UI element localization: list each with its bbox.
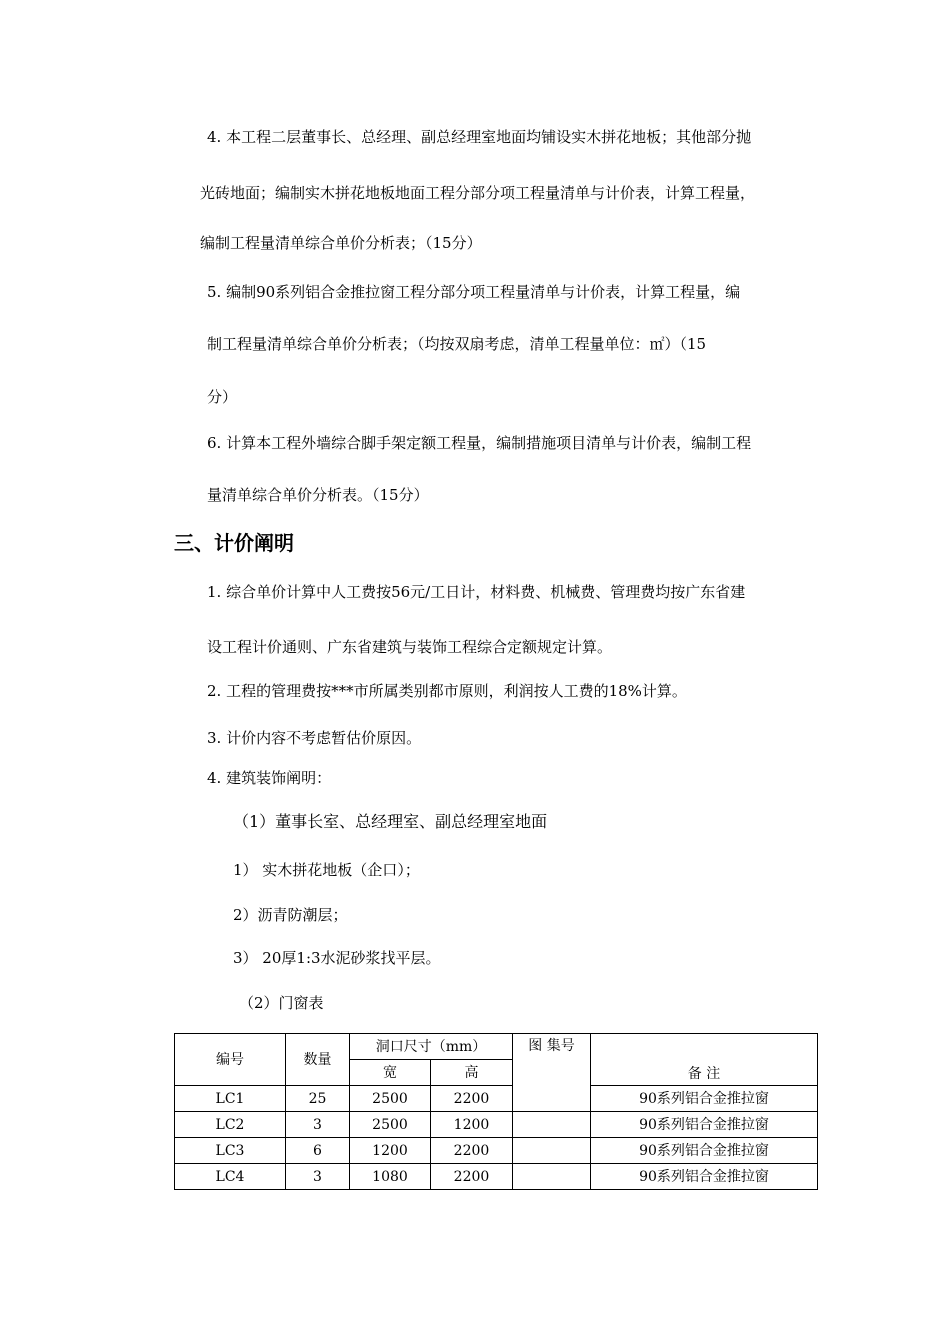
cell-width: 1080 — [350, 1164, 431, 1190]
floor-layer-2: 2）沥青防潮层； — [233, 906, 348, 924]
cell-atlas — [513, 1164, 591, 1190]
item4-line2: 光砖地面；编制实木拼花地板地面工程分部分项工程量清单与计价表，计算工程量， — [200, 184, 756, 202]
cell-code: LC1 — [175, 1086, 286, 1112]
subsection-floor: （1）董事长室、总经理室、副总经理室地面 — [233, 812, 548, 831]
cell-height: 2200 — [431, 1164, 513, 1190]
header-opening-size: 洞口尺寸（mm） — [350, 1034, 513, 1060]
item5-line2: 制工程量清单综合单价分析表；（均按双扇考虑，清单工程量单位：㎡）（15 — [207, 335, 707, 353]
cell-qty: 25 — [286, 1086, 350, 1112]
table-header-row — [175, 1034, 818, 1060]
header-width: 宽 — [350, 1060, 431, 1086]
header-height: 高 — [431, 1060, 513, 1086]
header-code: 编号 — [175, 1034, 286, 1086]
table-row — [175, 1138, 818, 1164]
item6-line1: 6. 计算本工程外墙综合脚手架定额工程量，编制措施项目清单与计价表，编制工程 — [207, 434, 752, 452]
cell-height: 2200 — [431, 1138, 513, 1164]
item6-line2: 量清单综合单价分析表。（15分） — [207, 486, 429, 504]
pricing-line-5: 4. 建筑装饰阐明： — [207, 769, 332, 787]
table-row — [175, 1164, 818, 1190]
table-row — [175, 1112, 818, 1138]
item5-line1: 5. 编制90系列铝合金推拉窗工程分部分项工程量清单与计价表，计算工程量，编 — [207, 283, 741, 301]
cell-remark: 90系列铝合金推拉窗 — [591, 1086, 818, 1112]
item4-line3: 编制工程量清单综合单价分析表；（15分） — [200, 234, 482, 252]
cell-height: 1200 — [431, 1112, 513, 1138]
floor-layer-3: 3） 20厚1:3水泥砂浆找平层。 — [233, 949, 441, 967]
cell-atlas — [513, 1112, 591, 1138]
pricing-line-1: 1. 综合单价计算中人工费按56元/工日计，材料费、机械费、管理费均按广东省建 — [207, 583, 746, 601]
pricing-line-3: 2. 工程的管理费按***市所属类别都市原则，利润按人工费的18%计算。 — [207, 682, 687, 700]
table-row — [175, 1086, 818, 1112]
header-atlas: 图 集号 — [513, 1034, 591, 1112]
cell-remark: 90系列铝合金推拉窗 — [591, 1112, 818, 1138]
cell-width: 2500 — [350, 1086, 431, 1112]
cell-remark: 90系列铝合金推拉窗 — [591, 1138, 818, 1164]
window-schedule-table — [174, 1033, 818, 1190]
cell-qty: 6 — [286, 1138, 350, 1164]
subsection-window-table: （2）门窗表 — [239, 994, 324, 1012]
header-remark: 备 注 — [591, 1034, 818, 1086]
pricing-line-2: 设工程计价通则、广东省建筑与装饰工程综合定额规定计算。 — [207, 638, 613, 656]
pricing-line-4: 3. 计价内容不考虑暂估价原因。 — [207, 729, 422, 747]
item4-line1: 4. 本工程二层董事长、总经理、副总经理室地面均铺设实木拼花地板；其他部分抛 — [207, 128, 752, 146]
cell-qty: 3 — [286, 1112, 350, 1138]
cell-width: 2500 — [350, 1112, 431, 1138]
section-heading: 三、计价阐明 — [174, 531, 294, 555]
header-qty: 数量 — [286, 1034, 350, 1086]
cell-code: LC2 — [175, 1112, 286, 1138]
cell-remark: 90系列铝合金推拉窗 — [591, 1164, 818, 1190]
cell-qty: 3 — [286, 1164, 350, 1190]
cell-code: LC3 — [175, 1138, 286, 1164]
cell-height: 2200 — [431, 1086, 513, 1112]
item5-line3: 分） — [207, 388, 238, 406]
floor-layer-1: 1） 实木拼花地板（企口）； — [233, 861, 420, 879]
cell-atlas — [513, 1138, 591, 1164]
cell-width: 1200 — [350, 1138, 431, 1164]
cell-code: LC4 — [175, 1164, 286, 1190]
